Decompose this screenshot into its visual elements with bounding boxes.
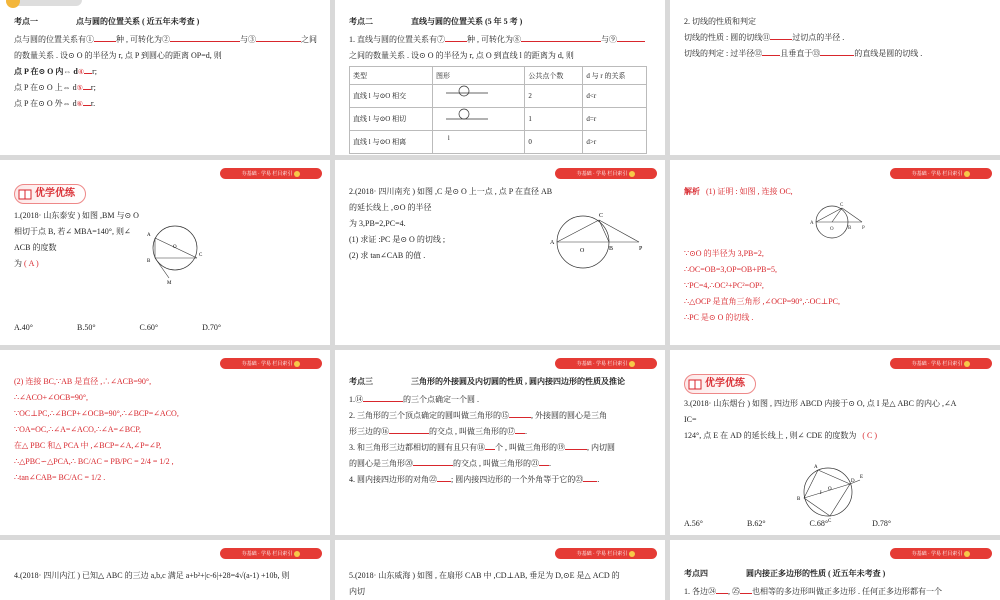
slide-line-circle: 考点二 直线与圆的位置关系 (5 年 5 考 ) 1. 直线与圆的位置关系有⑦ 种 , 可转化为⑧ 与⑨ 之间的数量关系 . 设⊙ O 的半径为 r, 点 O 到直线 l 的距离为 d, 则 类型 图形 公共点个数 d 与 r 的关系 直线 l 与⊙O 相交 2 d<r 直线 l 与⊙O 相切 1 d=r 直线 l 与⊙O 相离 l 0 d>r bbox=[335, 0, 665, 155]
nav-header[interactable]: 夯基础 · 学易 栏目索引 bbox=[555, 168, 657, 179]
home-icon[interactable] bbox=[294, 551, 300, 557]
table-row: 直线 l 与⊙O 相离 l 0 d>r bbox=[350, 131, 647, 154]
options-q3: A.56° B.62° C.68° D.78° bbox=[684, 519, 892, 528]
svg-text:O: O bbox=[580, 248, 585, 254]
slide-regular-polygon: 夯基础 · 学易 栏目索引 考点四 圆内接正多边形的性质 ( 近五年未考查 ) 1. 各边㉔ , ㉕ 也相等的多边形叫做正多边形 . 任何正多边形都有一个 bbox=[670, 540, 1000, 600]
slide-solution-2b: 夯基础 · 学易 栏目索引 (2) 连接 BC,∵AB 是直径 ,∴∠ACB=90°, ∴∠ACO+∠OCB=90°, ∵OC⊥PC,∴∠BCP+∠OCB=90°,∴∠BCP=∠ACO, ∵OA=OC,∴∠A=∠ACO,∴∠A=∠BCP, 在△ PBC 和△ PCA 中 ,∠BCP=∠A,∠P=∠P, ∴△PBC∽△PCA,∴ BC/AC = PB/PC = 2/4 = 1/2 , ∴tan∠CAB= BC/AC = 1/2 . bbox=[0, 350, 330, 535]
svg-text:C: C bbox=[840, 203, 844, 208]
table-row: 直线 l 与⊙O 相切 1 d=r bbox=[350, 108, 647, 131]
figure-q2 bbox=[549, 208, 649, 268]
home-icon[interactable] bbox=[629, 551, 635, 557]
title-band bbox=[12, 0, 82, 6]
section-heading: 考点二 直线与圆的位置关系 (5 年 5 考 ) bbox=[349, 17, 523, 26]
svg-text:C: C bbox=[828, 519, 832, 524]
slide-point-circle: 考点一 点与圆的位置关系 ( 近五年未考查 ) 点与圆的位置关系有① 种 , 可转化为② 与③ 之间 的数量关系 . 设⊙ O 的半径为 r, 点 P 到圆心的距离 OP=d, 则 点 P 在⊙ O 内⇔ d④ r; 点 P 在⊙ O 上⇔ d⑤ r; 点 P 在⊙ O 外⇔ d⑥ r. bbox=[0, 0, 330, 155]
home-icon[interactable] bbox=[629, 171, 635, 177]
slide-question-1: 夯基础 · 学易 栏目索引 优学优练 1.(2018· 山东泰安 ) 如图 ,BM 与⊙ O 相切于点 B, 若∠ MBA=140°, 则∠ ACB 的度数 为 ( A ) A B C O M A.40° B.50° C.60° D.70° bbox=[0, 160, 330, 345]
slide-tangent-props: 2. 切线的性质和判定 切线的性质 : 圆的切线⑪ 过切点的半径 . 切线的判定 : 过半径⑫ 且垂直于⑬ 的直线是圆的切线 . bbox=[670, 0, 1000, 155]
practice-badge: 优学优练 bbox=[684, 374, 756, 394]
svg-text:C: C bbox=[599, 213, 604, 219]
figure-solution bbox=[794, 200, 884, 240]
svg-text:A: A bbox=[147, 233, 151, 238]
svg-text:l: l bbox=[447, 136, 450, 142]
svg-text:E: E bbox=[860, 475, 864, 480]
nav-header[interactable]: 夯基础 · 学易 栏目索引 bbox=[890, 168, 992, 179]
nav-header[interactable]: 夯基础 · 学易 栏目索引 bbox=[555, 548, 657, 559]
svg-text:C: C bbox=[199, 253, 203, 258]
book-icon bbox=[688, 378, 702, 390]
section-heading: 考点三 三角形的外接圆及内切圆的性质 , 圆内接四边形的性质及推论 bbox=[349, 377, 625, 386]
nav-header[interactable]: 夯基础 · 学易 栏目索引 bbox=[220, 548, 322, 559]
svg-text:D: D bbox=[851, 479, 855, 484]
nav-header[interactable]: 夯基础 · 学易 栏目索引 bbox=[220, 168, 322, 179]
svg-text:M: M bbox=[167, 281, 172, 286]
figure-q1 bbox=[139, 220, 209, 285]
table-row: 直线 l 与⊙O 相交 2 d<r bbox=[350, 85, 647, 108]
nav-header[interactable]: 夯基础 · 学易 栏目索引 bbox=[220, 358, 322, 369]
slide-question-2: 夯基础 · 学易 栏目索引 2.(2018· 四川南充 ) 如图 ,C 是⊙ O 上一点 , 点 P 在直径 AB 的延长线上 ,⊙O 的半径 为 3,PB=2,PC=4. (1) 求证 :PC 是⊙ O 的切线 ; (2) 求 tan∠CAB 的值 . A C O B P bbox=[335, 160, 665, 345]
section-heading: 考点一 点与圆的位置关系 ( 近五年未考查 ) bbox=[14, 17, 200, 26]
svg-text:A: A bbox=[550, 240, 555, 246]
home-icon[interactable] bbox=[294, 361, 300, 367]
intersect-figure bbox=[436, 85, 496, 101]
relation-table: 类型 图形 公共点个数 d 与 r 的关系 直线 l 与⊙O 相交 2 d<r 直线 l 与⊙O 相切 1 d=r 直线 l 与⊙O 相离 l 0 d>r bbox=[349, 66, 647, 154]
nav-header[interactable]: 夯基础 · 学易 栏目索引 bbox=[555, 358, 657, 369]
nav-header[interactable]: 夯基础 · 学易 栏目索引 bbox=[890, 548, 992, 559]
separate-figure bbox=[436, 131, 496, 147]
options-q1: A.40° B.50° C.60° D.70° bbox=[14, 323, 222, 332]
svg-text:O: O bbox=[173, 245, 177, 250]
section-heading: 考点四 圆内接正多边形的性质 ( 近五年未考查 ) bbox=[684, 569, 886, 578]
slide-solution-2a: 夯基础 · 学易 栏目索引 解析 (1) 证明 : 如图 , 连接 OC, A C O B P ∵⊙O 的半径为 3,PB=2, ∴OC=OB=3,OP=OB+PB=5, ∵PC=4,∴OC²+PC²=OP², ∴△OCP 是直角三角形 ,∠OCP=90°,∴OC⊥PC, ∴PC 是⊙ O 的切线 . bbox=[670, 160, 1000, 345]
slide-question-3: 夯基础 · 学易 栏目索引 优学优练 3.(2018· 山东烟台 ) 如图 , 四边形 ABCD 内接于⊙ O, 点 I 是△ ABC 的内心 ,∠A IC= 124°, 点 E 在 AD 的延长线上 , 则∠ CDE 的度数为 ( C ) A B C D E I O A.56° B.62° C.68° D.78° bbox=[670, 350, 1000, 535]
title-circle-icon bbox=[6, 0, 20, 8]
svg-text:P: P bbox=[862, 226, 865, 231]
slide-triangle-circles: 夯基础 · 学易 栏目索引 考点三 三角形的外接圆及内切圆的性质 , 圆内接四边形的性质及推论 1.⑭ 的三个点确定一个圆 . 2. 三角形的三个顶点确定的圆叫做三角形的⑮ , 外接圆的圆心是三角 形三边的⑯ 的交点 , 叫做三角形的⑰ . 3. 和三角形三边都相切的圆有且只有⑱ 个 , 叫做三角形的⑲ , 内切圆 的圆心是三角形⑳ 的交点 , 叫做三角形的㉑ . 4. 圆内接四边形的对角㉒ ; 圆内接四边形的一个外角等于它的㉓ . bbox=[335, 350, 665, 535]
home-icon[interactable] bbox=[294, 171, 300, 177]
svg-text:B: B bbox=[848, 226, 852, 231]
home-icon[interactable] bbox=[964, 171, 970, 177]
book-icon bbox=[18, 188, 32, 200]
svg-text:B: B bbox=[147, 259, 151, 264]
svg-text:O: O bbox=[828, 487, 832, 492]
home-icon[interactable] bbox=[964, 551, 970, 557]
home-icon[interactable] bbox=[629, 361, 635, 367]
svg-text:I: I bbox=[820, 491, 822, 496]
slide-question-5: 夯基础 · 学易 栏目索引 5.(2018· 山东威海 ) 如图 , 在扇形 CAB 中 ,CD⊥AB, 垂足为 D,⊙E 是△ ACD 的 内切 bbox=[335, 540, 665, 600]
home-icon[interactable] bbox=[964, 361, 970, 367]
slide-question-4: 夯基础 · 学易 栏目索引 4.(2018· 四川内江 ) 已知△ ABC 的三边 a,b,c 满足 a+b²+|c-6|+28=4√(a-1) +10b, 则 bbox=[0, 540, 330, 600]
svg-text:B: B bbox=[797, 497, 801, 502]
svg-text:A: A bbox=[810, 221, 814, 226]
svg-text:B: B bbox=[609, 246, 614, 252]
tangent-figure bbox=[436, 108, 496, 124]
nav-header[interactable]: 夯基础 · 学易 栏目索引 bbox=[890, 358, 992, 369]
figure-q3 bbox=[794, 460, 874, 524]
svg-text:O: O bbox=[830, 227, 834, 232]
svg-text:P: P bbox=[639, 246, 643, 252]
practice-badge: 优学优练 bbox=[14, 184, 86, 204]
svg-text:A: A bbox=[814, 465, 818, 470]
